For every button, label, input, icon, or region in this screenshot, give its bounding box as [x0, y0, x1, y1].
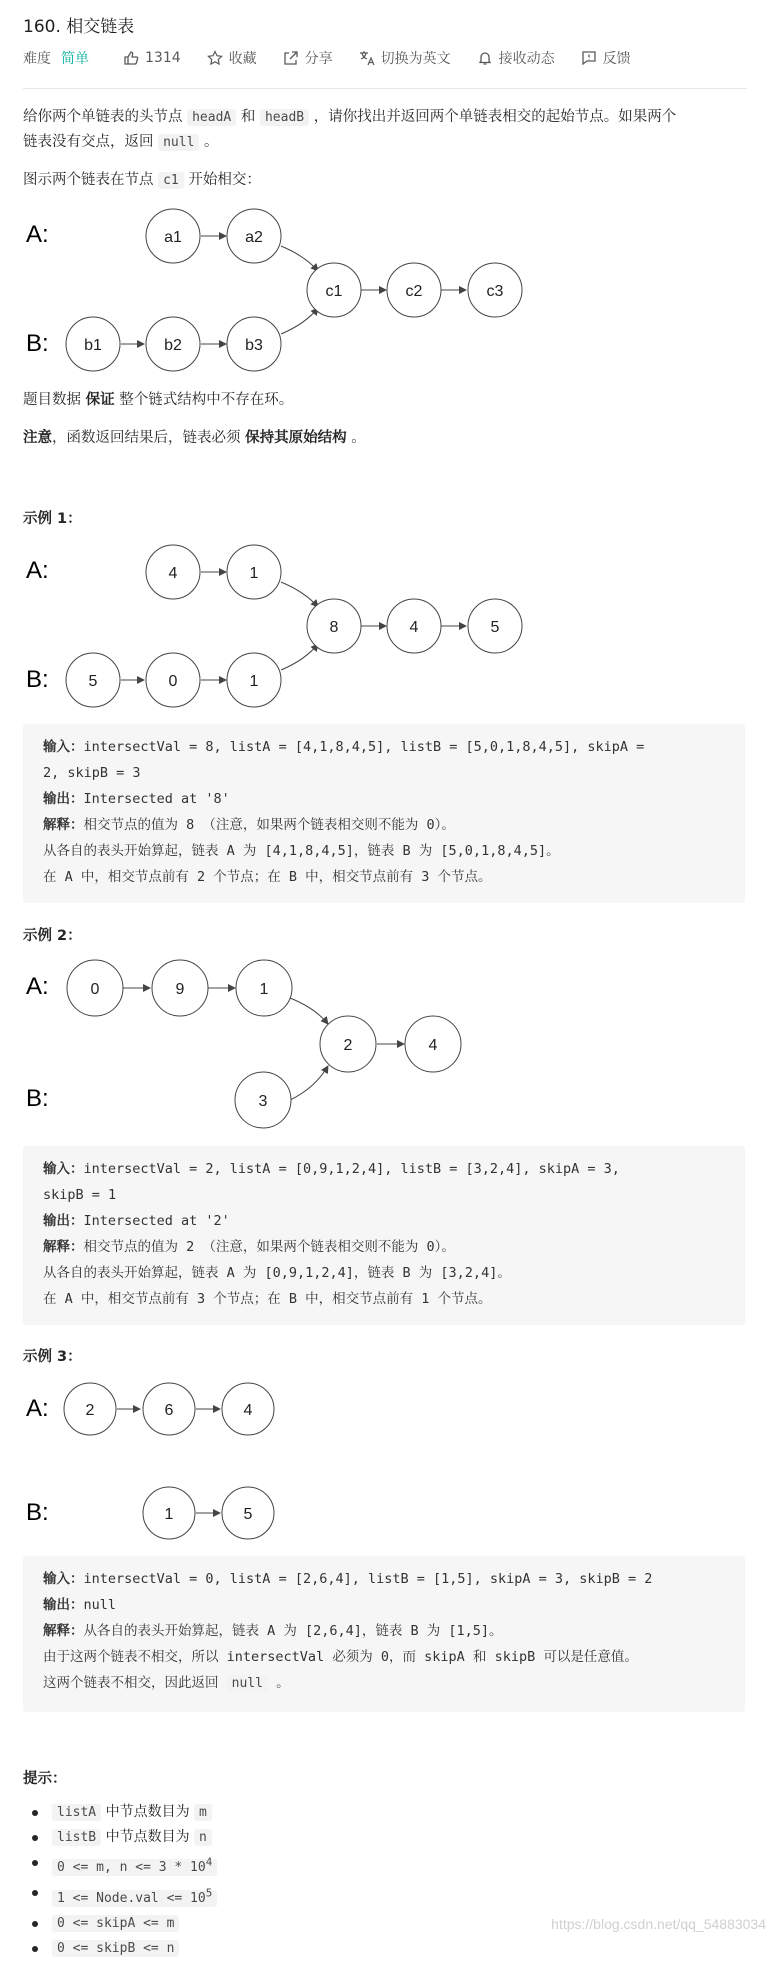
- input-label: 输入：: [43, 739, 84, 755]
- subscribe-button[interactable]: [477, 48, 555, 68]
- output-value: null: [83, 1597, 117, 1613]
- list-a-label: A:: [26, 221, 49, 248]
- explain-label: 解释：: [43, 1239, 84, 1255]
- example-3-diagram: [0, 1380, 560, 1540]
- difficulty-label: 难度: [23, 51, 51, 67]
- text: 1 <= Node.val <= 10: [57, 1890, 206, 1906]
- list-item: [52, 1800, 217, 1825]
- description-paragraph-2: [23, 168, 751, 193]
- node-c1: c1: [325, 283, 343, 300]
- explain-text: 相交节点的值为 2 （注意，如果两个链表相交则不能为 0）。: [83, 1239, 455, 1255]
- description-paragraph-3: [23, 388, 751, 412]
- feedback-label: 反馈: [602, 51, 631, 67]
- text: 整个链式结构中不存在环。: [114, 392, 294, 408]
- list-item: [52, 1936, 217, 1961]
- node: 4: [428, 1037, 438, 1054]
- subscribe-label: 接收动态: [498, 51, 555, 67]
- thumb-up-icon: [123, 50, 139, 66]
- code: listA: [52, 1804, 101, 1821]
- feedback-button[interactable]: [581, 48, 631, 68]
- output-label: 输出：: [43, 1213, 84, 1229]
- star-icon: [207, 50, 223, 66]
- node: 5: [243, 1506, 253, 1523]
- node: 2: [343, 1037, 353, 1054]
- node: 1: [259, 981, 269, 998]
- node: 9: [175, 981, 185, 998]
- node: 2: [85, 1402, 95, 1419]
- input-label: 输入：: [43, 1571, 84, 1587]
- feedback-icon: [581, 50, 597, 66]
- text: 链表没有交点，返回: [23, 134, 159, 150]
- node-b2: b2: [164, 337, 182, 354]
- code: 0 <= skipB <= n: [52, 1940, 179, 1957]
- code: [52, 1886, 217, 1907]
- input-value-cont: 2, skipB = 3: [43, 765, 141, 781]
- text: 。: [199, 134, 219, 150]
- hints-title: 提示：: [23, 1771, 67, 1787]
- explain-text: 从各自的表头开始算起，链表 A 为 [0,9,1,2,4]，链表 B 为 [3,2,4]。: [43, 1265, 511, 1281]
- translate-icon: [359, 50, 375, 66]
- output-label: 输出：: [43, 791, 84, 807]
- example-1-title: 示例 1：: [23, 511, 82, 527]
- output-value: Intersected at '2': [83, 1213, 230, 1229]
- text: 中节点数目为: [101, 1829, 195, 1845]
- example-1-code-block: [23, 724, 745, 903]
- intersection-diagram: [0, 200, 560, 380]
- code-c1: c1: [158, 172, 184, 189]
- input-value: intersectVal = 8, listA = [4,1,8,4,5], listB = [5,0,1,8,4,5], skipA =: [83, 739, 645, 755]
- input-value: intersectVal = 2, listA = [0,9,1,2,4], listB = [3,2,4], skipA = 3,: [83, 1161, 620, 1177]
- example-2-code-block: [23, 1146, 745, 1325]
- switch-language-label: 切换为英文: [380, 51, 451, 67]
- hints-list: [52, 1800, 217, 1961]
- list-item: [52, 1850, 217, 1880]
- superscript: 4: [205, 1856, 213, 1869]
- explain-text: 这两个链表不相交，因此返回: [43, 1675, 227, 1691]
- node-c3: c3: [486, 283, 504, 300]
- code-headA: headA: [187, 109, 236, 126]
- like-count: 1314: [145, 50, 181, 66]
- node: 6: [164, 1402, 174, 1419]
- difficulty-badge: 简单: [61, 51, 89, 67]
- bold-text: 保持其原始结构: [245, 430, 347, 446]
- code: listB: [52, 1829, 101, 1846]
- list-item: [52, 1880, 217, 1910]
- list-b-label: B:: [26, 1499, 49, 1526]
- explain-text: 在 A 中，相交节点前有 3 个节点；在 B 中，相交节点前有 1 个节点。: [43, 1291, 492, 1307]
- share-icon: [283, 50, 299, 66]
- list-b-label: B:: [26, 330, 49, 357]
- share-button[interactable]: [283, 48, 333, 68]
- text: 开始相交：: [183, 172, 261, 188]
- explain-text: 由于这两个链表不相交，所以 intersectVal 必须为 0，而 skipA 和 skipB 可以是任意值。: [43, 1649, 638, 1665]
- node-a1: a1: [164, 229, 182, 246]
- code: 0 <= skipA <= m: [52, 1915, 179, 1932]
- node: 8: [329, 619, 339, 636]
- list-item: [52, 1825, 217, 1850]
- header-divider: [23, 88, 747, 89]
- example-3-title: 示例 3：: [23, 1349, 82, 1365]
- problem-title: 160. 相交链表: [23, 17, 135, 37]
- explain-text: 从各自的表头开始算起，链表 A 为 [2,6,4]，链表 B 为 [1,5]。: [83, 1623, 503, 1639]
- node: 4: [243, 1402, 253, 1419]
- input-value: intersectVal = 0, listA = [2,6,4], listB = [1,5], skipA = 3, skipB = 2: [83, 1571, 653, 1587]
- list-b-label: B:: [26, 666, 49, 693]
- node-a2: a2: [245, 229, 263, 246]
- text: ，函数返回结果后，链表必须: [52, 430, 246, 446]
- code-headB: headB: [260, 109, 309, 126]
- node: 4: [168, 565, 178, 582]
- input-label: 输入：: [43, 1161, 84, 1177]
- node: 5: [88, 673, 98, 690]
- output-value: Intersected at '8': [83, 791, 230, 807]
- list-a-label: A:: [26, 973, 49, 1000]
- switch-language-button[interactable]: [359, 48, 451, 68]
- explain-label: 解释：: [43, 1623, 84, 1639]
- node: 5: [490, 619, 500, 636]
- list-item: [52, 1911, 217, 1936]
- text: 图示两个链表在节点: [23, 172, 159, 188]
- code: n: [194, 1829, 212, 1846]
- favorite-label: 收藏: [228, 51, 257, 67]
- node: 4: [409, 619, 419, 636]
- node: 0: [168, 673, 178, 690]
- watermark: https://blog.csdn.net/qq_54883034: [551, 1916, 766, 1932]
- explain-text: 从各自的表头开始算起，链表 A 为 [4,1,8,4,5]，链表 B 为 [5,0,1,8,4,5]。: [43, 843, 560, 859]
- like-button[interactable]: [123, 50, 181, 66]
- list-a-label: A:: [26, 1395, 49, 1422]
- explain-text: 。: [267, 1675, 290, 1691]
- example-3-code-block: [23, 1556, 745, 1712]
- node: 0: [90, 981, 100, 998]
- description-paragraph-4: [23, 426, 751, 450]
- list-a-label: A:: [26, 557, 49, 584]
- node: 1: [249, 565, 259, 582]
- description-paragraph-1: [23, 105, 751, 155]
- bold-text: 保证: [85, 392, 115, 408]
- text: 和: [236, 109, 260, 125]
- example-1-diagram: [0, 536, 560, 716]
- example-2-diagram: [0, 956, 560, 1136]
- text: 题目数据: [23, 392, 86, 408]
- explain-label: 解释：: [43, 817, 84, 833]
- code-null: null: [158, 134, 199, 151]
- node: 1: [164, 1506, 174, 1523]
- text: 0 <= m, n <= 3 * 10: [57, 1860, 206, 1876]
- text: 中节点数目为: [101, 1804, 195, 1820]
- code: m: [194, 1804, 212, 1821]
- bold-text: 注意: [23, 430, 52, 446]
- example-2-title: 示例 2：: [23, 928, 82, 944]
- input-value-cont: skipB = 1: [43, 1187, 117, 1203]
- problem-meta-bar: [23, 48, 657, 68]
- text: 。: [346, 430, 366, 446]
- node: 1: [249, 673, 259, 690]
- node-c2: c2: [405, 283, 423, 300]
- node-b3: b3: [245, 337, 263, 354]
- superscript: 5: [205, 1886, 213, 1900]
- favorite-button[interactable]: [207, 48, 257, 68]
- text: ，请你找出并返回两个单链表相交的起始节点。如果两个: [309, 109, 677, 125]
- explain-text: 相交节点的值为 8 （注意，如果两个链表相交则不能为 0）。: [83, 817, 455, 833]
- node-b1: b1: [84, 337, 102, 354]
- output-label: 输出：: [43, 1597, 84, 1613]
- node: 3: [258, 1093, 268, 1110]
- code: [52, 1856, 217, 1876]
- list-b-label: B:: [26, 1085, 49, 1112]
- text: 给你两个单链表的头节点: [23, 109, 188, 125]
- bell-icon: [477, 50, 493, 66]
- code-null: null: [227, 1675, 268, 1692]
- share-label: 分享: [304, 51, 333, 67]
- explain-text: 在 A 中，相交节点前有 2 个节点；在 B 中，相交节点前有 3 个节点。: [43, 869, 492, 885]
